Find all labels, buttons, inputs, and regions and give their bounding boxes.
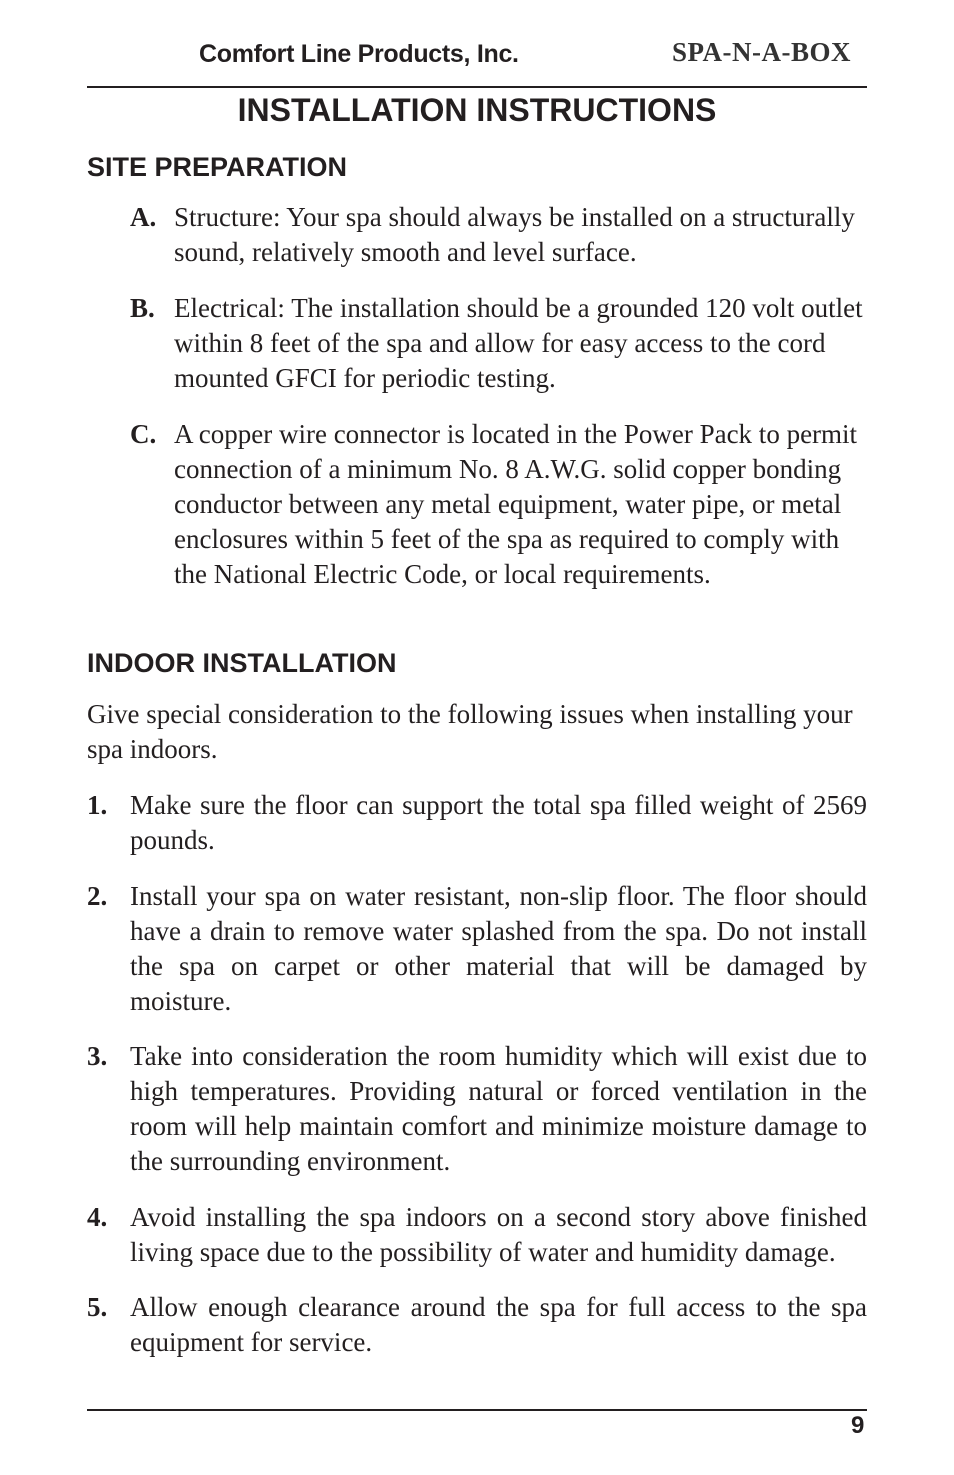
list-marker: 2. bbox=[87, 881, 108, 911]
list-item-a bbox=[130, 200, 867, 270]
footer-divider bbox=[87, 1409, 867, 1411]
list-item-text: Install your spa on water resistant, non-slip floor. The floor should have a drain to remove water splashed from the spa. Do not install the spa on carpet or other material that will be damaged by moisture. bbox=[130, 881, 867, 1016]
list-marker: 5. bbox=[87, 1292, 108, 1322]
brand-logo: SPA-N-A-BOX bbox=[672, 37, 851, 67]
list-item-4 bbox=[87, 1200, 867, 1270]
list-marker: 3. bbox=[87, 1041, 108, 1071]
list-item-3 bbox=[87, 1039, 867, 1179]
list-item-b bbox=[130, 291, 867, 396]
indoor-intro-paragraph: Give special consideration to the following issues when installing your spa indoors. bbox=[87, 699, 853, 764]
list-marker: A. bbox=[130, 202, 157, 232]
list-marker: 1. bbox=[87, 790, 108, 820]
list-item-c bbox=[130, 417, 867, 592]
list-item-1 bbox=[87, 788, 867, 858]
list-item-5 bbox=[87, 1290, 867, 1360]
list-item-text: Structure: Your spa should always be installed on a structurally sound, relatively smooth and level surface. bbox=[174, 202, 855, 267]
company-name: Comfort Line Products, Inc. bbox=[199, 40, 519, 68]
list-marker: B. bbox=[130, 293, 155, 323]
list-marker: 4. bbox=[87, 1202, 108, 1232]
site-preparation-heading: SITE PREPARATION bbox=[87, 152, 348, 182]
header-divider bbox=[87, 86, 867, 88]
list-marker: C. bbox=[130, 419, 157, 449]
list-item-2 bbox=[87, 879, 867, 1019]
page-title: INSTALLATION INSTRUCTIONS bbox=[237, 92, 717, 128]
list-item-text: Avoid installing the spa indoors on a second story above finished living space due to the possibility of water and humidity damage. bbox=[130, 1202, 867, 1267]
list-item-text: Electrical: The installation should be a grounded 120 volt outlet within 8 feet of the spa and allow for easy access to the cord mounted GFCI for periodic testing. bbox=[174, 293, 863, 393]
list-item-text: Make sure the floor can support the total spa filled weight of 2569 pounds. bbox=[130, 790, 867, 855]
indoor-installation-heading: INDOOR INSTALLATION bbox=[87, 648, 397, 678]
page-number: 9 bbox=[851, 1412, 865, 1439]
list-item-text: A copper wire connector is located in the Power Pack to permit connection of a minimum No. 8 A.W.G. solid copper bonding conductor between any metal equipment, water pipe, or metal enclosures within 5 feet of the spa as required to comply with the National Electric Code, or local requirements. bbox=[174, 419, 858, 589]
list-item-text: Allow enough clearance around the spa for full access to the spa equipment for service. bbox=[130, 1292, 867, 1357]
list-item-text: Take into consideration the room humidity which will exist due to high temperatures. Providing natural or forced ventilation in the room will help maintain comfort and minimize moisture damage to the surrounding environment. bbox=[130, 1041, 867, 1176]
